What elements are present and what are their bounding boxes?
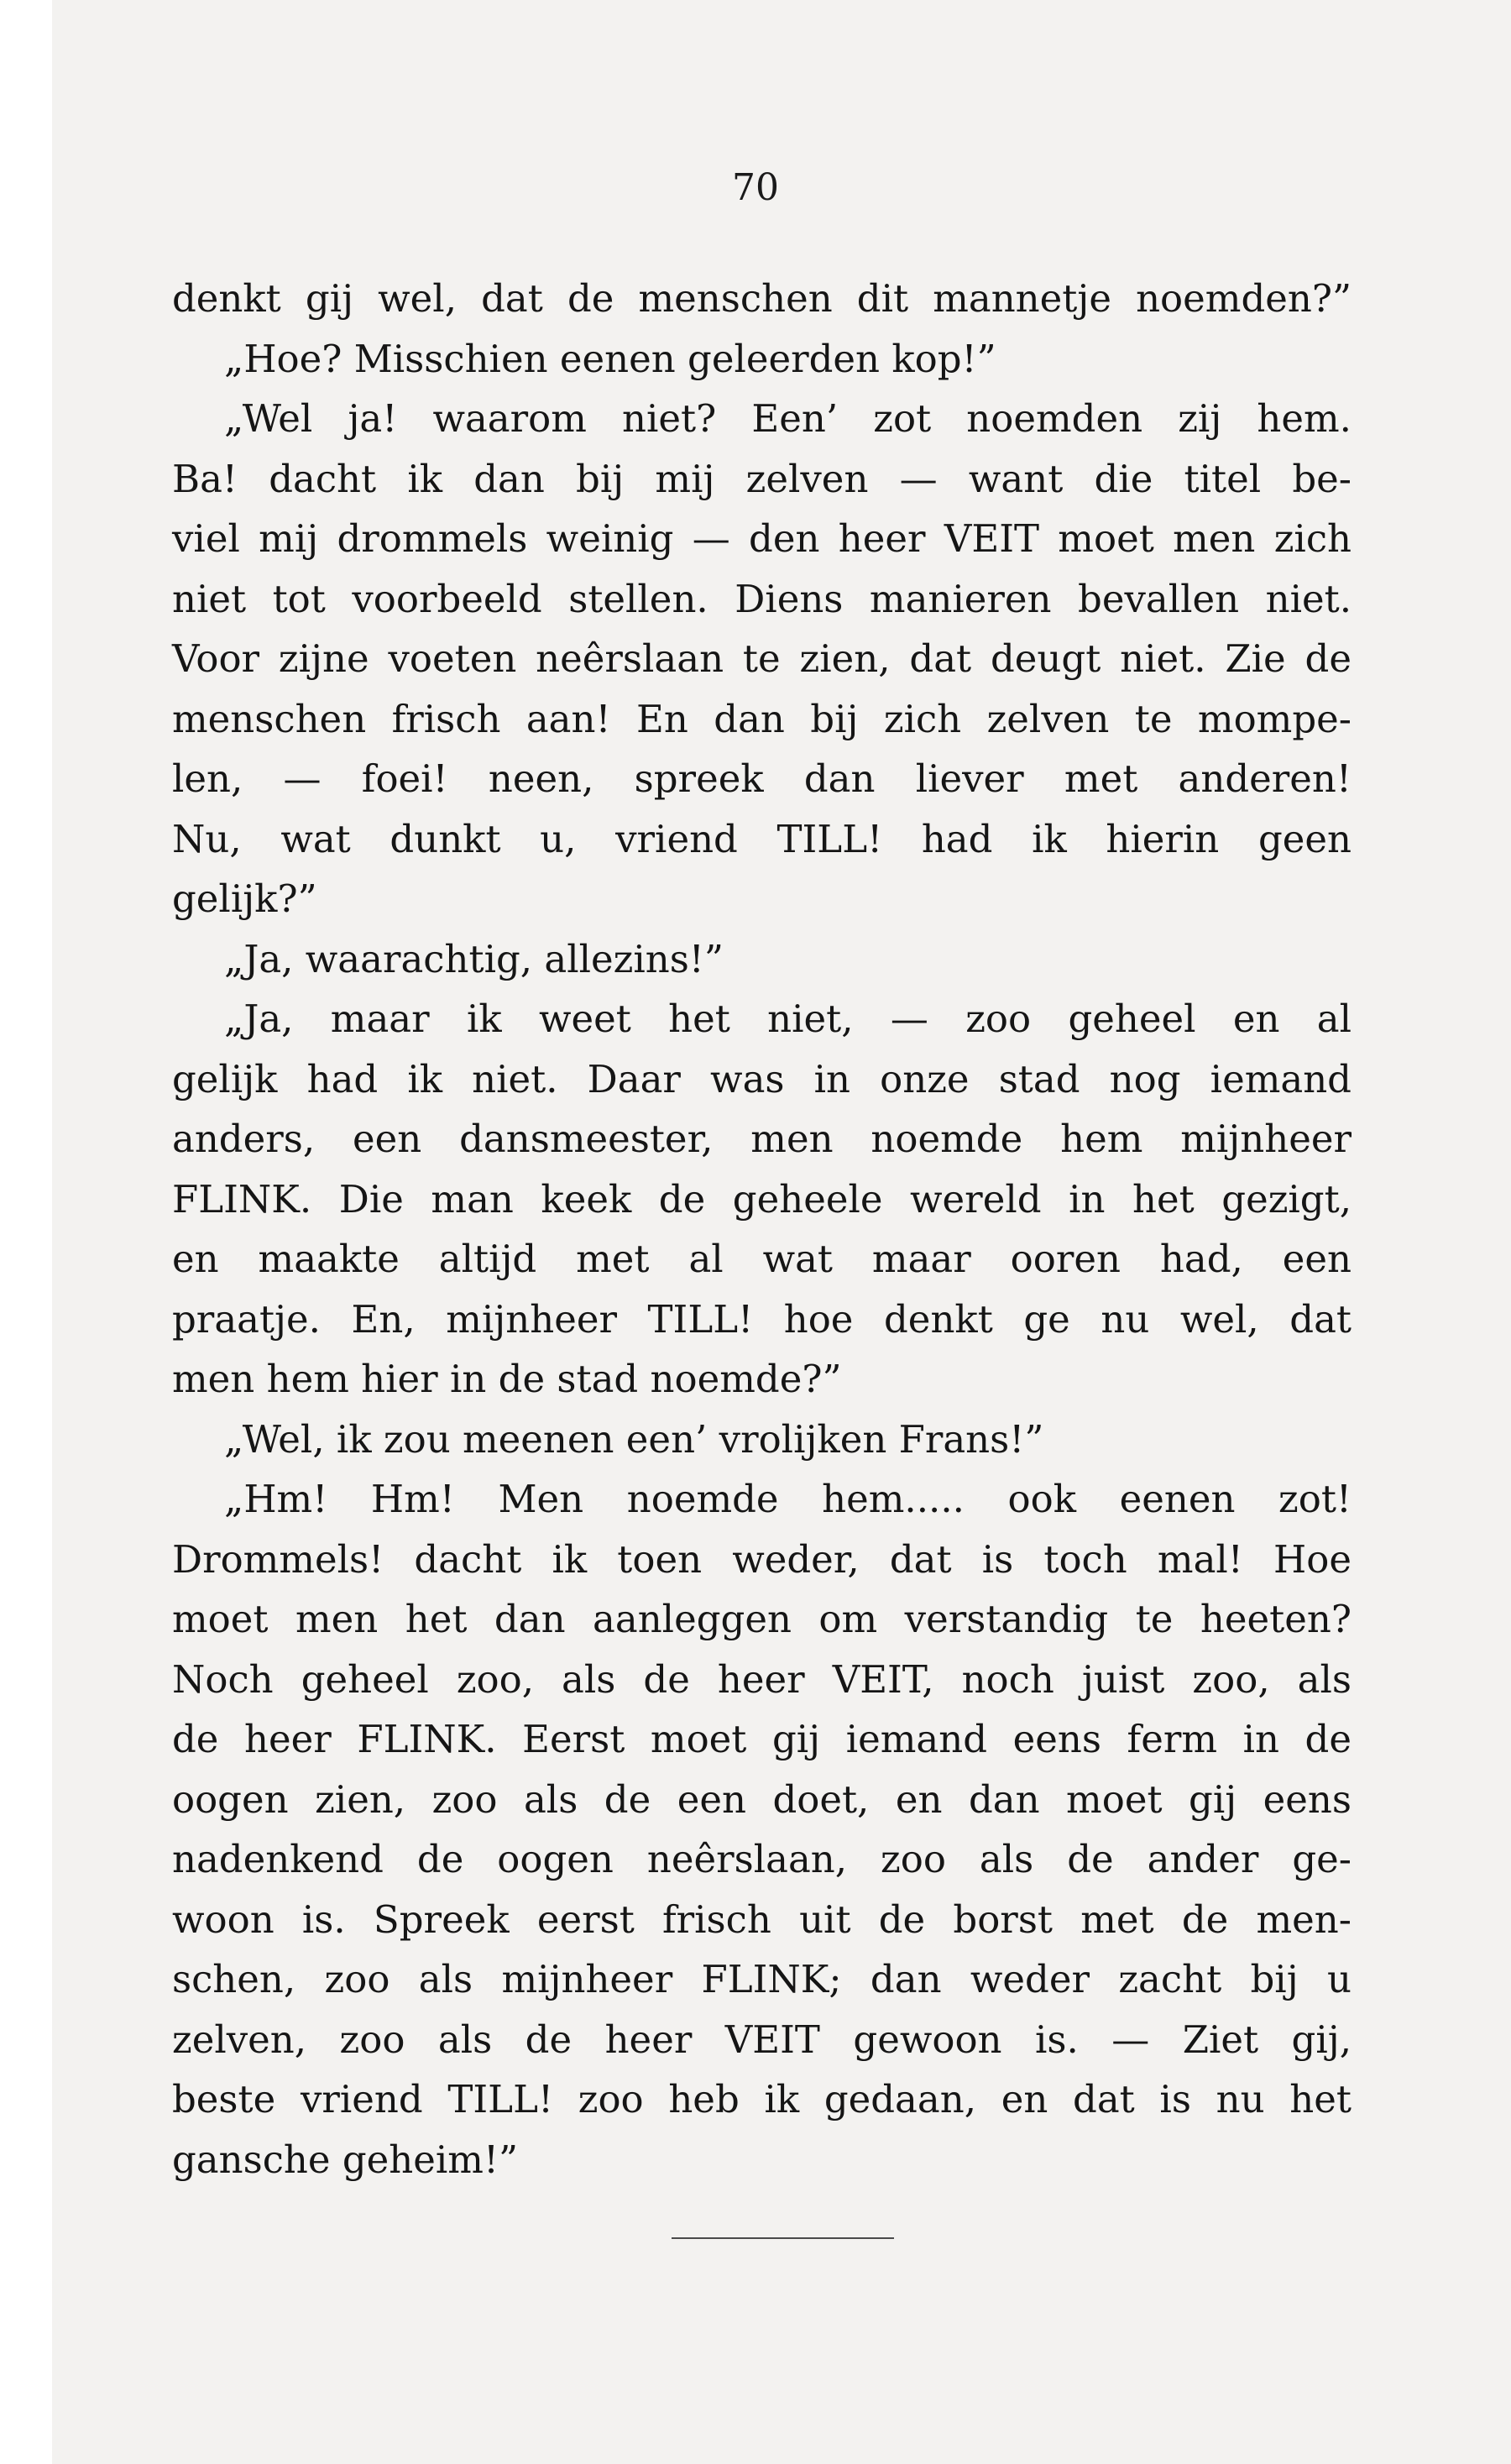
end-rule: [672, 2237, 894, 2239]
body-text: [172, 269, 1352, 2189]
text-line: Drommels! dacht ik toen weder, dat is toch mal! Hoe: [172, 1536, 1352, 1582]
text-line: gelijk had ik niet. Daar was in onze stad nog iemand: [172, 1056, 1352, 1101]
text-line: „Ja, maar ik weet het niet, — zoo geheel en al: [224, 997, 1352, 1041]
text-line: en maakte altijd met al wat maar ooren had, een: [172, 1237, 1352, 1281]
text-line: men hem hier in de stad noemde?”: [172, 1357, 842, 1401]
text-line: denkt gij wel, dat de menschen dit mannetje noemden?”: [172, 276, 1352, 321]
text-line: de heer FLINK. Eerst moet gij iemand eens ferm in de: [172, 1717, 1352, 1761]
text-line: schen, zoo als mijnheer FLINK; dan weder zacht bij u: [172, 1957, 1352, 2001]
text-line: gelijk?”: [172, 876, 317, 921]
text-line: FLINK. Die man keek de geheele wereld in het gezigt,: [172, 1176, 1352, 1222]
text-line: zelven, zoo als de heer VEIT gewoon is. — Ziet gij,: [172, 2017, 1352, 2062]
text-line: oogen zien, zoo als de een doet, en dan moet gij eens: [172, 1776, 1352, 1822]
text-line: „Wel ja! waarom niet? Een’ zot noemden zij hem.: [224, 396, 1352, 441]
text-line: len, — foei! neen, spreek dan liever met anderen!: [172, 756, 1352, 801]
text-line: viel mij drommels weinig — den heer VEIT moet men zich: [172, 516, 1352, 561]
text-line: praatje. En, mijnheer TILL! hoe denkt ge nu wel, dat: [172, 1296, 1352, 1342]
page-number: 70: [732, 166, 779, 209]
text-line: nadenkend de oogen neêrslaan, zoo als de ander ge-: [172, 1837, 1352, 1881]
text-line: beste vriend TILL! zoo heb ik gedaan, en dat is nu het: [172, 2077, 1352, 2121]
text-line: „Hoe? Misschien eenen geleerden kop!”: [224, 336, 996, 381]
text-line: „Hm! Hm! Men noemde hem..... ook eenen zot!: [224, 1477, 1352, 1521]
text-line: Voor zijne voeten neêrslaan te zien, dat deugt niet. Zie de: [172, 636, 1352, 681]
text-line: „Ja, waarachtig, allezins!”: [224, 936, 724, 981]
text-line: gansche geheim!”: [172, 2137, 519, 2182]
text-line: niet tot voorbeeld stellen. Diens manieren bevallen niet.: [172, 576, 1352, 621]
text-line: menschen frisch aan! En dan bij zich zelven te mompe-: [172, 696, 1352, 741]
text-line: Ba! dacht ik dan bij mij zelven — want die titel be-: [172, 456, 1352, 501]
text-line: moet men het dan aanleggen om verstandig te heeten?: [172, 1597, 1352, 1641]
text-line: „Wel, ik zou meenen een’ vrolijken Frans!”: [224, 1416, 1044, 1462]
text-line: anders, een dansmeester, men noemde hem mijnheer: [172, 1117, 1352, 1161]
text-line: Nu, wat dunkt u, vriend TILL! had ik hierin geen: [172, 816, 1352, 861]
text-line: woon is. Spreek eerst frisch uit de borst met de men-: [172, 1896, 1352, 1942]
text-line: Noch geheel zoo, als de heer VEIT, noch juist zoo, als: [172, 1656, 1352, 1702]
